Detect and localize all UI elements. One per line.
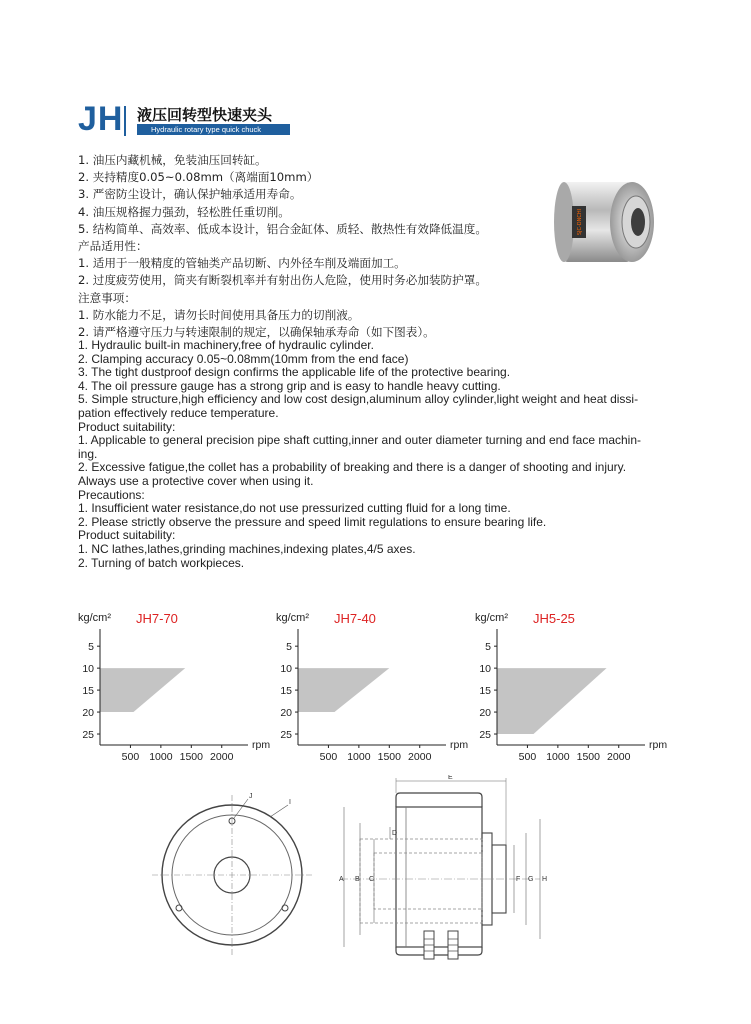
chart-jh5-25 [467, 605, 667, 765]
page-title-cn: 液压回转型快速夹头 [137, 106, 273, 124]
chart-xtick-label: 500 [121, 751, 140, 763]
chart-ytick-label: 10 [280, 663, 292, 676]
chart-area-region [100, 668, 185, 712]
cn-line: 5. 结构简单、高效率、低成本设计，铝合金缸体、质轻、散热性有效降低温度。 [78, 221, 487, 236]
chart-ytick-label: 5 [485, 641, 491, 654]
en-line: 1. NC lathes,lathes,grinding machines,indexing plates,4/5 axes. [78, 541, 416, 556]
cn-line: 1. 油压内藏机械，免装油压回转缸。 [78, 153, 267, 167]
chart-xtick-label: 1000 [347, 751, 371, 763]
chart-xtick-label: 2000 [607, 751, 631, 763]
chart-xtick-label: 2000 [408, 751, 432, 763]
label-e: E [448, 775, 453, 781]
en-line: 3. The tight dustproof design confirms the applicable life of the protective bearing. [78, 365, 511, 380]
cn-line: 注意事项： [78, 290, 136, 305]
chart-ytick-label: 25 [479, 729, 491, 742]
en-line: 1. Applicable to general precision pipe shaft cutting,inner and outer diameter turning and end face machin- [78, 433, 642, 448]
chart-xlabel: rpm [252, 739, 271, 751]
chart-ytick-label: 15 [82, 685, 94, 698]
en-line: Product suitability: [78, 419, 176, 434]
chart-ytick-label: 5 [88, 641, 94, 654]
en-line: Product suitability: [78, 528, 176, 543]
chart-svg [70, 605, 270, 765]
label-j: J [249, 793, 253, 800]
chart-ylabel: kg/cm² [78, 612, 111, 624]
chart-ylabel: kg/cm² [475, 612, 508, 624]
chart-ytick-label: 25 [280, 729, 292, 742]
chart-ytick-label: 15 [479, 685, 491, 698]
cn-line: 4. 油压规格握力强劲，轻松胜任重切削。 [78, 204, 290, 219]
en-line: 1. Hydraulic built-in machinery,free of hydraulic cylinder. [78, 338, 374, 352]
en-line: 2. Excessive fatigue,the collet has a probability of breaking and there is a danger of shooting and injury. [78, 460, 627, 475]
chart-xtick-label: 1000 [149, 751, 173, 763]
cn-line: 3. 严密防尘设计，确认保护轴承适用寿命。 [78, 187, 302, 202]
chart-jh7-70 [70, 605, 270, 765]
page-title-en: Hydraulic rotary type quick chuck [137, 124, 290, 135]
description-cn [78, 152, 548, 341]
label-f: F [516, 876, 521, 883]
en-line: pation effectively reduce temperature. [78, 405, 279, 420]
front-view-drawing [150, 785, 320, 965]
chart-xtick-label: 500 [518, 751, 537, 763]
chart-ytick-label: 20 [280, 707, 292, 720]
label-g: G [528, 876, 534, 883]
chart-area-region [298, 668, 389, 712]
brand-divider [124, 106, 126, 136]
en-line: ing. [78, 446, 98, 461]
chart-svg [467, 605, 667, 765]
en-line: 2. Please strictly observe the pressure and speed limit regulations to ensure bearing life. [78, 514, 547, 529]
label-d: D [392, 830, 398, 837]
chart-xtick-label: 2000 [210, 751, 234, 763]
chart-xtick-label: 500 [319, 751, 338, 763]
chart-ylabel: kg/cm² [276, 612, 309, 624]
label-h: H [542, 876, 548, 883]
chart-xlabel: rpm [649, 739, 668, 751]
chart-ytick-label: 10 [82, 663, 94, 676]
chart-svg [268, 605, 468, 765]
chart-jh7-40 [268, 605, 468, 765]
chart-xtick-label: 1000 [546, 751, 570, 763]
brand-logo: JH [78, 100, 124, 138]
chart-ytick-label: 20 [82, 707, 94, 720]
chart-title: JH5-25 [533, 611, 575, 626]
chart-ytick-label: 20 [479, 707, 491, 720]
photo-label: SJC-DNCHI [577, 208, 583, 236]
en-line: 1. Insufficient water resistance,do not use pressurized cutting fluid for a long time. [78, 501, 511, 516]
label-b: B [355, 876, 360, 883]
chart-ytick-label: 5 [286, 641, 292, 654]
cn-line: 2. 过度疲劳使用，筒夹有断裂机率并有射出伤人危险，使用时务必加装防护罩。 [78, 273, 487, 288]
cn-line: 2. 夹持精度0.05~0.08mm（离端面10mm） [78, 170, 319, 185]
chart-ytick-label: 10 [479, 663, 491, 676]
cn-line: 1. 防水能力不足，请勿长时间使用具备压力的切削液。 [78, 307, 360, 322]
chart-xtick-label: 1500 [576, 751, 600, 763]
en-line: 5. Simple structure,high efficiency and low cost design,aluminum alloy cylinder,light weight and heat dissi- [78, 392, 639, 407]
label-i: I [289, 799, 291, 806]
product-photo [548, 168, 668, 276]
cn-line: 产品适用性： [78, 239, 148, 254]
cn-line: 2. 请严格遵守压力与转速限制的规定，以确保轴承寿命（如下图表）。 [78, 325, 435, 340]
en-line: 2. Turning of batch workpieces. [78, 555, 245, 570]
label-a: A [339, 876, 344, 883]
chart-xlabel: rpm [450, 739, 469, 751]
chart-ytick-label: 25 [82, 729, 94, 742]
cn-line: 1. 适用于一般精度的管轴类产品切断、内外径车削及端面加工。 [78, 256, 406, 271]
description-en [78, 339, 668, 570]
chart-title: JH7-70 [136, 611, 178, 626]
en-line: Precautions: [78, 487, 145, 502]
en-line: 2. Clamping accuracy 0.05~0.08mm(10mm from the end face) [78, 351, 409, 366]
chart-xtick-label: 1500 [377, 751, 401, 763]
en-line: 4. The oil pressure gauge has a strong grip and is easy to handle heavy cutting. [78, 378, 501, 393]
en-line: Always use a protective cover when using it. [78, 473, 314, 488]
chart-ytick-label: 15 [280, 685, 292, 698]
label-c: C [369, 876, 375, 883]
chart-area-region [497, 668, 607, 734]
chart-xtick-label: 1500 [179, 751, 203, 763]
chart-title: JH7-40 [334, 611, 376, 626]
side-view-drawing [330, 775, 555, 970]
